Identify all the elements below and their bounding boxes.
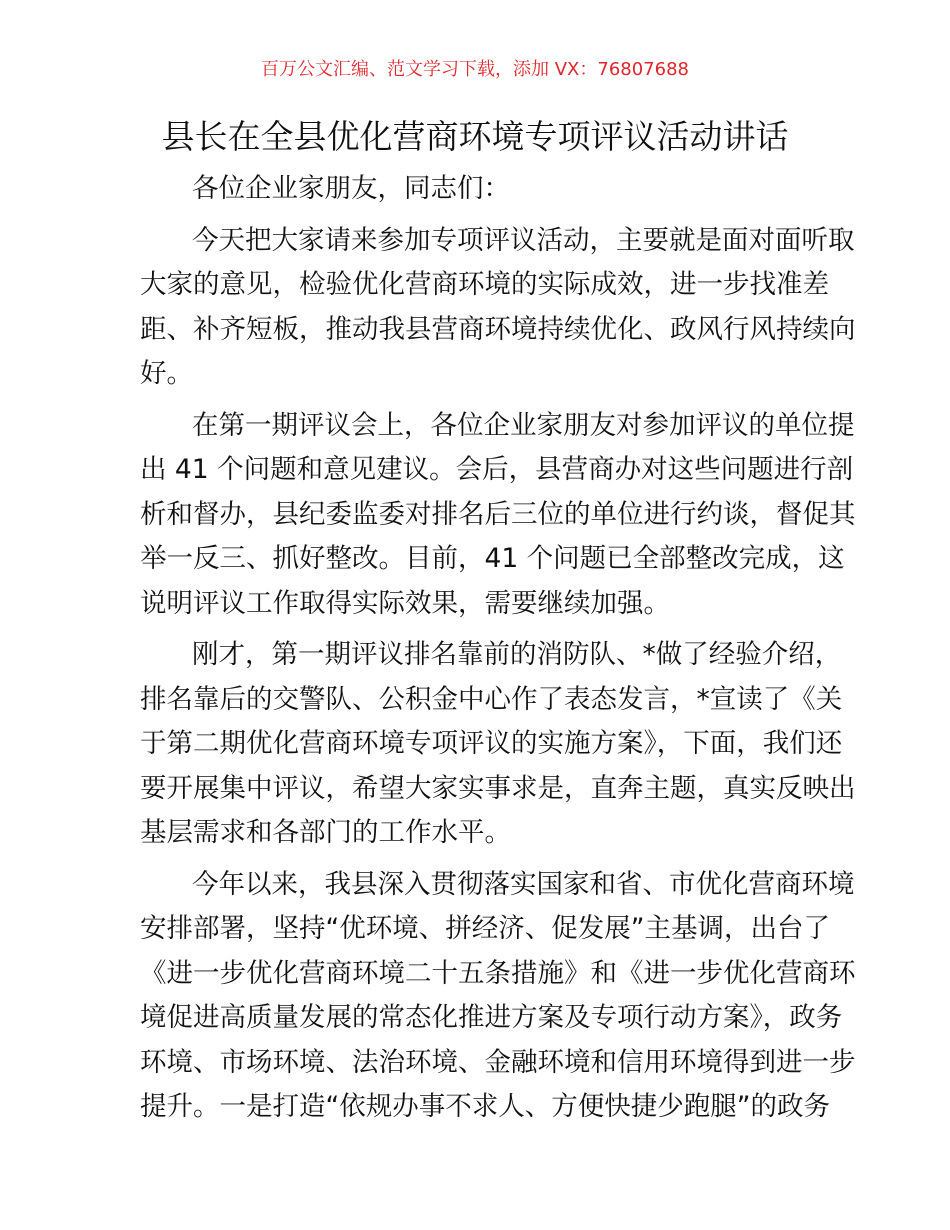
paragraph-line: 析和督办，县纪委监委对排名后三位的单位进行约谈，督促其 bbox=[140, 498, 856, 530]
paragraph bbox=[140, 863, 856, 1130]
paragraph-line: 提升。一是打造“依规办事不求人、方便快捷少跑腿”的政务 bbox=[140, 1091, 830, 1122]
paragraph-line: 刚才，第一期评议排名靠前的消防队、*做了经验介绍， bbox=[192, 639, 842, 670]
paragraph-line: 距、补齐短板，推动我县营商环境持续优化、政风行风持续向 bbox=[140, 313, 856, 345]
paragraph-line: 今年以来，我县深入贯彻落实国家和省、市优化营商环境 bbox=[192, 868, 855, 900]
paragraph bbox=[140, 404, 856, 627]
paragraph-line: 各位企业家朋友，同志们： bbox=[192, 173, 510, 204]
document-body bbox=[140, 167, 856, 1137]
paragraph-line: 在第一期评议会上，各位企业家朋友对参加评议的单位提 bbox=[192, 409, 855, 441]
paragraph-line: 好。 bbox=[140, 358, 193, 389]
paragraph-line: 大家的意见，检验优化营商环境的实际成效，进一步找准差 bbox=[140, 269, 829, 300]
paragraph bbox=[140, 167, 812, 212]
paragraph-line: 于第二期优化营商环境专项评议的实施方案》，下面，我们还 bbox=[140, 728, 843, 759]
paragraph-line: 出 41 个问题和意见建议。会后，县营商办对这些问题进行剖 bbox=[140, 454, 854, 485]
paragraph-line: 环境、市场环境、法治环境、金融环境和信用环境得到进一步 bbox=[140, 1046, 856, 1078]
paragraph-line: 境促进高质量发展的常态化推进方案及专项行动方案》，政务 bbox=[140, 1002, 843, 1033]
paragraph-line: 安排部署，坚持“优环境、拼经济、促发展”主基调，出台了 bbox=[140, 913, 830, 944]
watermark-banner: 百万公文汇编、范文学习下载，添加 VX：76807688 bbox=[261, 59, 689, 80]
paragraph-line: 排名靠后的交警队、公积金中心作了表态发言，*宣读了《关 bbox=[140, 683, 843, 715]
paragraph bbox=[140, 633, 856, 856]
paragraph bbox=[140, 219, 856, 397]
paragraph-line: 要开展集中评议，希望大家实事求是，直奔主题，真实反映出 bbox=[140, 772, 856, 804]
paragraph-line: 举一反三、抓好整改。目前，41 个问题已全部整改完成，这 bbox=[140, 543, 845, 574]
paragraph-line: 说明评议工作取得实际效果，需要继续加强。 bbox=[140, 587, 670, 619]
paragraph-line: 基层需求和各部门的工作水平。 bbox=[140, 817, 511, 848]
document-title: 县长在全县优化营商环境专项评议活动讲话 bbox=[161, 117, 789, 156]
paragraph-line: 《进一步优化营商环境二十五条措施》和《进一步优化营商环 bbox=[140, 957, 856, 989]
paragraph-line: 今天把大家请来参加专项评议活动，主要就是面对面听取 bbox=[192, 224, 855, 256]
